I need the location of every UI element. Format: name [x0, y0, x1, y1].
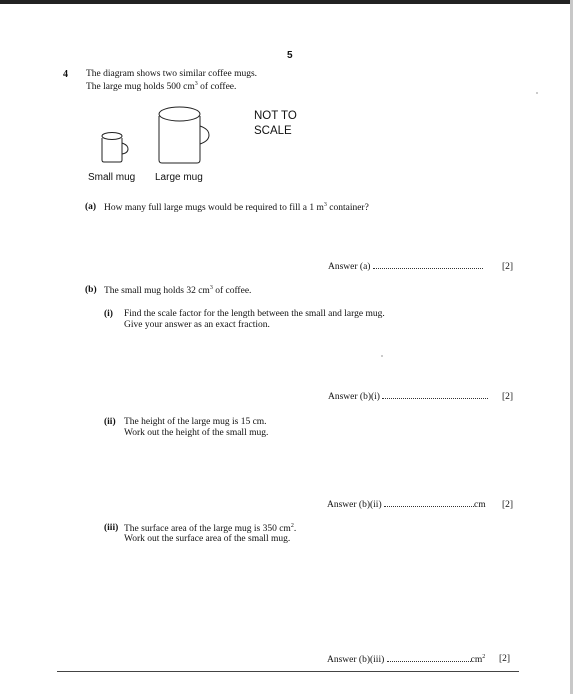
part-b-ii-answer-field[interactable]	[384, 506, 474, 507]
part-b-ii-label: (ii)	[104, 417, 116, 427]
part-b-ii-line1: The height of the large mug is 15 cm.	[124, 417, 267, 427]
part-b-i-answer-row	[328, 392, 488, 402]
scan-speck	[381, 355, 383, 357]
large-mug-drawing	[155, 104, 213, 166]
part-b-ii-unit: cm	[473, 500, 486, 510]
part-b-iii-unit-power: 2	[482, 654, 486, 660]
diagram-scale-note-line2: SCALE	[254, 125, 292, 137]
part-b-iii-marks: [2]	[499, 654, 511, 664]
question-intro-line2: The large mug holds 500 $cm^3$ of coffee.	[86, 81, 237, 93]
part-a-answer-row	[328, 262, 483, 272]
part-b-ii-line2: Work out the height of the small mug.	[124, 428, 269, 438]
part-a-marks: [2]	[502, 262, 514, 272]
part-b-i-line2: Give your answer as an exact fraction.	[124, 320, 270, 330]
small-mug-drawing	[96, 128, 136, 164]
large-mug-label: Large mug	[155, 172, 203, 183]
page-top-border	[0, 0, 573, 4]
part-b-iii-answer-field[interactable]	[387, 661, 471, 662]
question-intro-line1: The diagram shows two similar coffee mugs.	[86, 69, 258, 79]
part-b-ii-answer-label: Answer (b)(ii)	[327, 500, 382, 510]
part-a-answer-label: Answer (a)	[328, 262, 371, 272]
page-number: 5	[287, 50, 293, 61]
part-b-iii-answer-label: Answer (b)(iii)	[327, 655, 385, 666]
scan-speck	[536, 92, 538, 94]
part-b-ii-answer-row	[327, 500, 486, 510]
part-b-label: (b)	[85, 285, 97, 295]
small-mug-label: Small mug	[88, 172, 136, 183]
part-a-question: How many full large mugs would be required to fill a 1 $m^3$ container?	[104, 202, 369, 214]
part-b-i-marks: [2]	[502, 392, 514, 402]
part-b-iii-unit: cm	[470, 655, 483, 666]
part-b-iii-label: (iii)	[104, 523, 119, 533]
part-b-iii-line1: The surface area of the large mug is 350 $cm^2$.	[124, 523, 297, 535]
part-b-i-answer-field[interactable]	[382, 398, 488, 399]
diagram-scale-note-line1: NOT TO	[254, 110, 297, 122]
question-number: 4	[63, 69, 68, 80]
bottom-rule	[57, 671, 519, 672]
part-a-answer-field[interactable]	[373, 268, 483, 269]
part-b-iii-answer-row	[327, 654, 485, 665]
part-b-i-line1: Find the scale factor for the length between the small and large mug.	[124, 309, 385, 319]
part-b-i-answer-label: Answer (b)(i)	[328, 392, 380, 402]
part-a-label: (a)	[85, 202, 97, 212]
part-b-i-label: (i)	[104, 309, 113, 319]
part-b-ii-marks: [2]	[502, 500, 514, 510]
part-b-iii-line2: Work out the surface area of the small mug.	[124, 534, 291, 544]
part-b-statement: The small mug holds 32 $cm^3$ of coffee.	[104, 285, 252, 297]
